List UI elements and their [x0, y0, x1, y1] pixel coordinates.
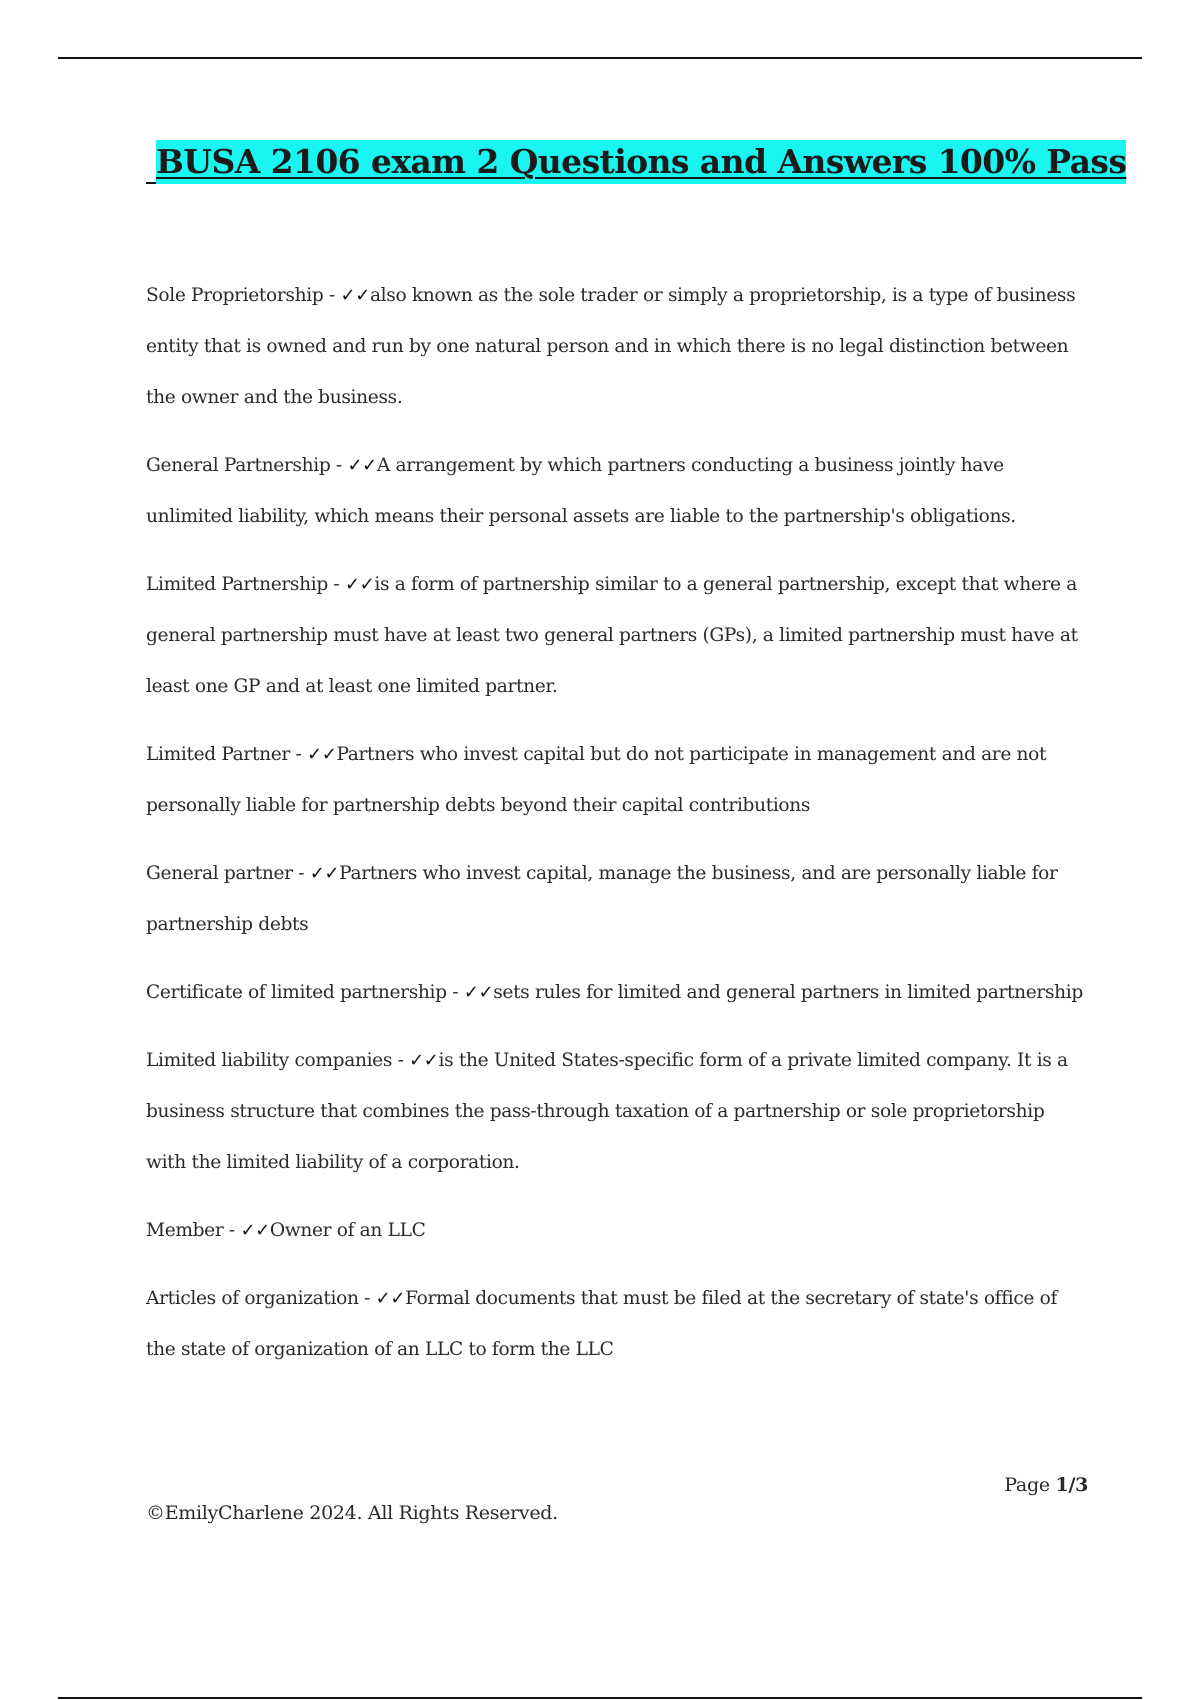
entry-definition: Partners who invest capital but do not participate in management and are not personally liable for partnership debts beyond their capital contributions	[146, 744, 1047, 816]
entry-term: Sole Proprietorship	[146, 285, 324, 306]
entry-separator: -	[223, 1220, 241, 1241]
entry-separator: -	[289, 744, 307, 765]
page-total: 3	[1075, 1474, 1088, 1496]
entry-definition: A arrangement by which partners conducting a business jointly have unlimited liability, which means their personal assets are liable to the partnership's obligations.	[146, 455, 1016, 527]
qa-list	[146, 270, 1086, 1392]
page-number	[1004, 1474, 1088, 1496]
check-mark-icon: ✓✓	[375, 1288, 406, 1309]
entry-separator: -	[327, 574, 345, 595]
page-prefix: Page	[1004, 1474, 1056, 1496]
entry-separator: -	[323, 285, 341, 306]
bottom-divider	[58, 1697, 1142, 1699]
check-mark-icon: ✓✓	[309, 863, 340, 884]
entry-term: Limited Partnership	[146, 574, 328, 595]
page-separator: /	[1068, 1474, 1076, 1496]
entry-definition: is the United States-specific form of a private limited company. It is a business structure that combines the pass-through taxation of a partnership or sole proprietorship with the limited liability of a corporation.	[146, 1050, 1068, 1173]
title-block	[146, 140, 1126, 184]
entry-term: General Partnership	[146, 455, 331, 476]
entry-definition: sets rules for limited and general partners in limited partnership	[493, 982, 1083, 1003]
qa-entry	[146, 1205, 1086, 1256]
check-mark-icon: ✓✓	[240, 1220, 270, 1241]
entry-definition: is a form of partnership similar to a general partnership, except that where a general partnership must have at least two general partners (GPs), a limited partnership must have at least one GP and at least one limited partner.	[146, 574, 1078, 697]
entry-definition: Partners who invest capital, manage the business, and are personally liable for partnership debts	[146, 863, 1058, 935]
qa-entry	[146, 729, 1086, 831]
entry-term: Limited Partner	[146, 744, 290, 765]
check-mark-icon: ✓✓	[409, 1050, 439, 1071]
entry-term: Articles of organization	[146, 1288, 359, 1309]
check-mark-icon: ✓✓	[347, 455, 377, 476]
title-underline-lead	[146, 140, 156, 184]
check-mark-icon: ✓✓	[344, 574, 375, 595]
qa-entry	[146, 1273, 1086, 1375]
entry-separator: -	[392, 1050, 410, 1071]
entry-term: General partner	[146, 863, 293, 884]
entry-separator: -	[292, 863, 310, 884]
entry-separator: -	[330, 455, 348, 476]
qa-entry	[146, 967, 1086, 1018]
entry-term: Certificate of limited partnership	[146, 982, 447, 1003]
qa-entry	[146, 1035, 1086, 1188]
entry-separator: -	[446, 982, 464, 1003]
entry-definition: Formal documents that must be filed at the secretary of state's office of the state of organization of an LLC to form the LLC	[146, 1288, 1057, 1360]
check-mark-icon: ✓✓	[306, 744, 337, 765]
top-divider	[58, 57, 1142, 59]
entry-term: Member	[146, 1220, 224, 1241]
qa-entry	[146, 848, 1086, 950]
check-mark-icon: ✓✓	[340, 285, 370, 306]
check-mark-icon: ✓✓	[463, 982, 494, 1003]
entry-definition: Owner of an LLC	[269, 1220, 426, 1241]
qa-entry	[146, 270, 1086, 423]
entry-separator: -	[358, 1288, 376, 1309]
page-current: 1	[1055, 1474, 1069, 1496]
qa-entry	[146, 559, 1086, 712]
entry-definition: also known as the sole trader or simply a proprietorship, is a type of business entity that is owned and run by one natural person and in which there is no legal distinction between the owner and the business.	[146, 285, 1076, 408]
entry-term: Limited liability companies	[146, 1050, 393, 1071]
document-title: BUSA 2106 exam 2 Questions and Answers 100% Pass	[156, 140, 1126, 184]
qa-entry	[146, 440, 1086, 542]
copyright-footer: ©EmilyCharlene 2024. All Rights Reserved.	[146, 1502, 558, 1524]
